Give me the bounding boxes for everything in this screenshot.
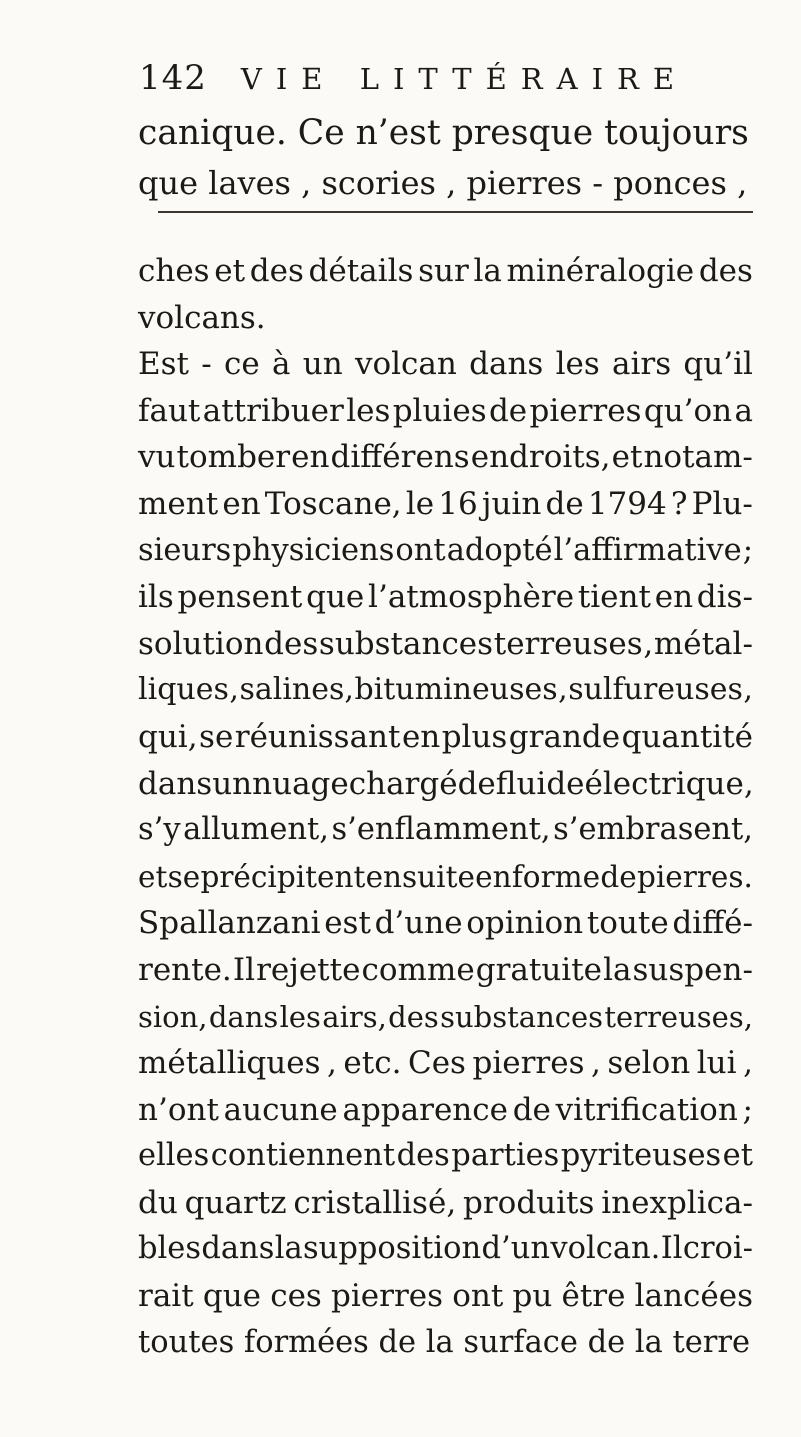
body-line: rait que ces pierres ont pu être lancées [138, 1278, 753, 1315]
body-line: elles contiennent des parties pyriteuses et [138, 1138, 753, 1174]
body-line: Est - ce à un volcan dans les airs qu’il [138, 346, 753, 383]
body-line: et se précipitent ensuite en forme de pierres. [138, 859, 753, 894]
body-line: s’y allument, s’enflamment, s’embrasent, [138, 812, 753, 848]
body-text-block [138, 248, 753, 1366]
text-line: que laves , scories , pierres - ponces , [138, 164, 748, 202]
body-line: n’ont aucune apparence de vitrification ; [138, 1091, 753, 1128]
body-line: toutes formées de la surface de la terre [138, 1324, 751, 1360]
divider-rule [158, 211, 753, 213]
body-line: sion, dans les airs, des substances terreuses, [138, 999, 753, 1034]
body-line: ches et des détails sur la minéralogie des [138, 253, 753, 289]
body-line: faut attribuer les pluies de pierres qu’on a [138, 392, 753, 429]
body-line: ils pensent que l’atmosphère tient en dis- [138, 579, 753, 616]
body-line: qui, se réunissant en plus grande quantité [138, 718, 753, 755]
body-line: ment en Toscane, le 16 juin de 1794 ? Plu- [138, 485, 753, 522]
body-line: métalliques , etc. Ces pierres , selon lui , [138, 1045, 753, 1082]
body-line: bles dans la supposition d’un volcan. Il croi- [138, 1231, 753, 1267]
running-title: VIE LITTÉRAIRE [240, 62, 689, 96]
body-line: du quartz cristallisé, produits inexplica- [138, 1184, 753, 1221]
running-head [139, 58, 739, 108]
body-line: solution des substances terreuses , métal- [138, 625, 753, 662]
body-line: Spallanzani est d’une opinion toute diffé- [138, 905, 753, 942]
body-line: sieurs physiciens ont adopté l’affirmative ; [138, 532, 753, 568]
body-line: volcans. [138, 299, 266, 336]
page-number: 142 [139, 58, 207, 98]
body-line: liques , salines, bitumineuses , sulfureuses , [138, 672, 753, 708]
body-line: rente. Il rejette comme gratuite la suspen- [138, 951, 753, 988]
text-line: canique. Ce n’est presque toujours [138, 113, 749, 153]
body-line: dans un nuage chargé de fluide électrique, [138, 765, 754, 802]
upper-text-block [138, 108, 753, 208]
body-line: vu tomber en différens endroits, et notam- [138, 439, 753, 476]
